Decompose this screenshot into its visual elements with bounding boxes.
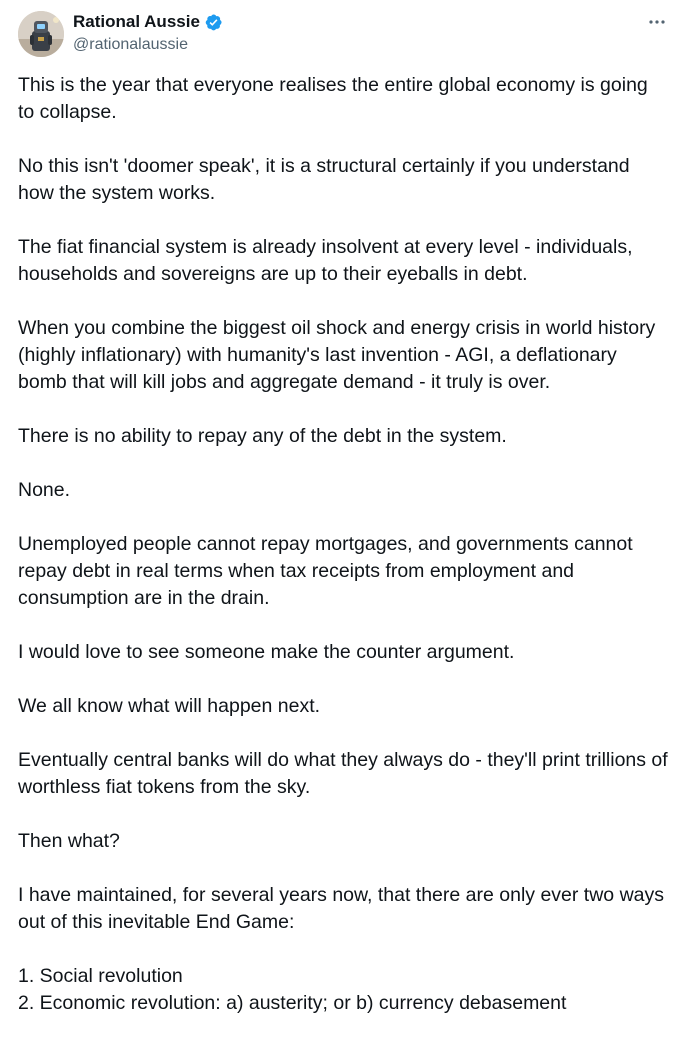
author-handle[interactable]: @rationalaussie bbox=[73, 36, 188, 53]
tweet-paragraph: I would love to see someone make the counter argument. bbox=[18, 641, 515, 663]
tweet-paragraph: I have maintained, for several years now, that there are only ever two ways out of this inevitable End Game: bbox=[18, 884, 664, 933]
list-item: 2. Economic revolution: a) austerity; or b) currency debasement bbox=[18, 992, 567, 1014]
display-name-row[interactable] bbox=[73, 11, 223, 33]
more-options-icon[interactable] bbox=[646, 11, 668, 33]
display-name[interactable]: Rational Aussie bbox=[73, 12, 200, 31]
author-names bbox=[73, 11, 223, 56]
tweet-paragraph: When you combine the biggest oil shock and energy crisis in world history (highly inflationary) with humanity's last invention - AGI, a deflationary bomb that will kill jobs and aggregate demand - it truly is over. bbox=[18, 317, 656, 393]
tweet-paragraph: No this isn't 'doomer speak', it is a structural certainly if you understand how the system works. bbox=[18, 155, 630, 204]
tweet-paragraph: We all know what will happen next. bbox=[18, 695, 321, 717]
tweet-header bbox=[18, 11, 668, 57]
tweet-paragraph: There is no ability to repay any of the debt in the system. bbox=[18, 425, 507, 447]
avatar[interactable] bbox=[18, 11, 64, 57]
verified-badge-icon bbox=[204, 13, 223, 32]
tweet-paragraph: Then what? bbox=[18, 830, 120, 852]
tweet-paragraph: This is the year that everyone realises the entire global economy is going to collapse. bbox=[18, 74, 648, 123]
robot-avatar-icon bbox=[18, 11, 64, 57]
tweet-paragraph: The fiat financial system is already insolvent at every level - individuals, households and sovereigns are up to their eyeballs in debt. bbox=[18, 236, 633, 285]
tweet-paragraph: Unemployed people cannot repay mortgages, and governments cannot repay debt in real terms when tax receipts from employment and consumption are in the drain. bbox=[18, 533, 633, 609]
list-item: 1. Social revolution bbox=[18, 965, 183, 987]
tweet-paragraph: Eventually central banks will do what they always do - they'll print trillions of worthless fiat tokens from the sky. bbox=[18, 749, 668, 798]
tweet-paragraph: None. bbox=[18, 479, 71, 501]
tweet-text bbox=[18, 72, 668, 1017]
